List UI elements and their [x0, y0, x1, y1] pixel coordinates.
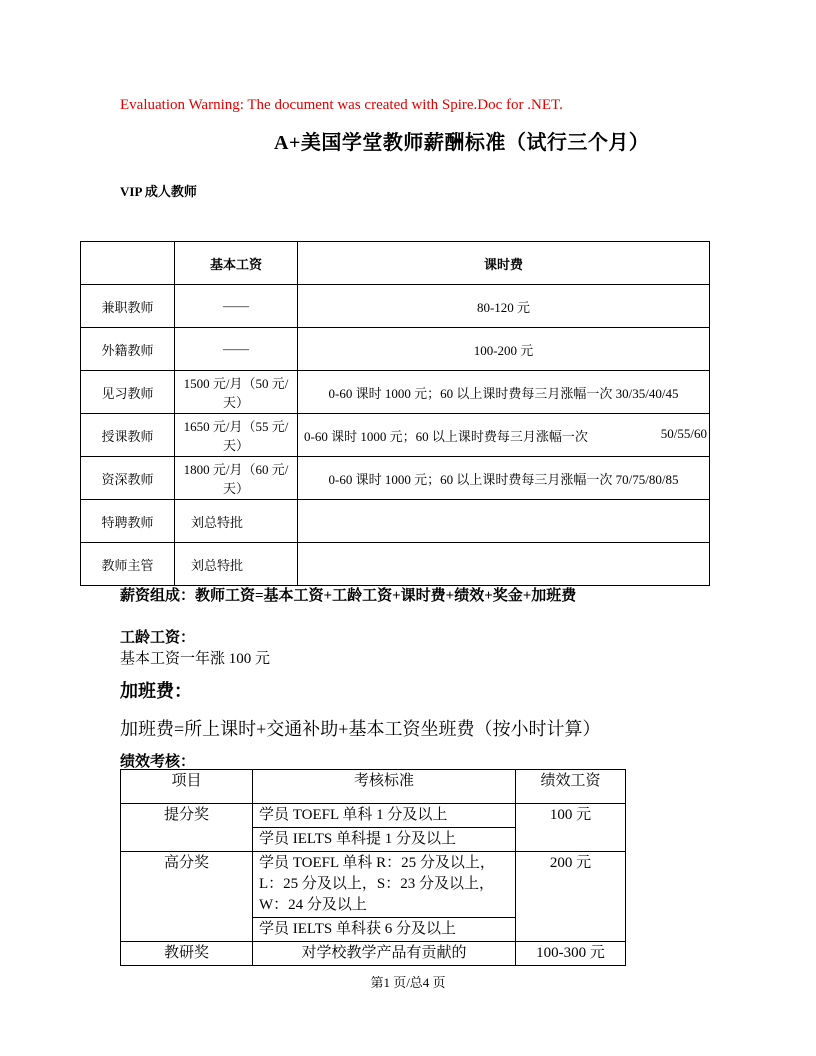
table-row [81, 500, 710, 543]
overtime-text: 加班费=所上课时+交通补助+基本工资坐班费（按小时计算） [120, 719, 601, 739]
salary-table-header [81, 242, 710, 285]
page-title: A+美国学堂教师薪酬标准（试行三个月） [274, 132, 650, 154]
performance-heading: 绩效考核： [120, 754, 196, 770]
table-row [121, 942, 626, 966]
header-cell-pay: 绩效工资 [516, 770, 626, 804]
page-footer: 第1 页/总4 页 [370, 975, 446, 990]
pay-cell: 100-300 元 [516, 942, 626, 966]
table-row [81, 371, 710, 414]
award-name: 提分奖 [121, 804, 253, 852]
fee-cell: 80-120 元 [298, 285, 710, 328]
base-cell: —— [175, 285, 298, 328]
base-cell: 1500 元/月（50 元/天） [175, 371, 298, 414]
header-cell-base: 基本工资 [175, 242, 298, 285]
role-cell: 授课教师 [81, 414, 175, 457]
performance-table-header [121, 770, 626, 804]
table-row [121, 852, 626, 918]
table-row [81, 328, 710, 371]
table-row [81, 543, 710, 586]
table-row [81, 457, 710, 500]
fee-text: 0-60 课时 1000 元；60 以上课时费每三月涨幅一次 [304, 428, 588, 444]
criteria-cell: 对学校教学产品有贡献的 [253, 942, 516, 966]
fee-increments: 50/55/60 [660, 425, 707, 441]
base-cell: —— [175, 328, 298, 371]
table-row [81, 285, 710, 328]
base-cell: 1650 元/月（55 元/天） [175, 414, 298, 457]
pay-cell: 200 元 [516, 852, 626, 942]
fee-cell [298, 543, 710, 586]
fee-cell [298, 500, 710, 543]
base-cell: 刘总特批 [175, 543, 298, 586]
fee-cell: 0-60 课时 1000 元；60 以上课时费每三月涨幅一次 70/75/80/85 [298, 457, 710, 500]
seniority-text: 基本工资一年涨 100 元 [120, 651, 271, 667]
base-cell: 刘总特批 [175, 500, 298, 543]
evaluation-warning: Evaluation Warning: The document was created with Spire.Doc for .NET. [120, 97, 563, 113]
table-row [81, 414, 710, 457]
header-cell-item: 项目 [121, 770, 253, 804]
performance-table [120, 769, 626, 966]
role-cell: 特聘教师 [81, 500, 175, 543]
criteria-cell: 学员 IELTS 单科提 1 分及以上 [253, 828, 516, 852]
table-row [121, 804, 626, 828]
fee-cell: 0-60 课时 1000 元；60 以上课时费每三月涨幅一次 30/35/40/45 [298, 371, 710, 414]
fee-cell: 100-200 元 [298, 328, 710, 371]
section-subheading: VIP 成人教师 [120, 184, 197, 199]
salary-table [80, 241, 710, 586]
header-cell-fee: 课时费 [298, 242, 710, 285]
salary-composition: 薪资组成：教师工资=基本工资+工龄工资+课时费+绩效+奖金+加班费 [120, 588, 577, 604]
base-cell: 1800 元/月（60 元/天） [175, 457, 298, 500]
header-cell-empty [81, 242, 175, 285]
award-name: 高分奖 [121, 852, 253, 942]
pay-cell: 100 元 [516, 804, 626, 852]
role-cell: 资深教师 [81, 457, 175, 500]
role-cell: 教师主管 [81, 543, 175, 586]
award-name: 教研奖 [121, 942, 253, 966]
seniority-heading: 工龄工资： [120, 630, 196, 646]
overtime-heading: 加班费： [120, 681, 192, 701]
header-cell-criteria: 考核标准 [253, 770, 516, 804]
criteria-cell: 学员 IELTS 单科获 6 分及以上 [253, 918, 516, 942]
criteria-cell: 学员 TOEFL 单科 1 分及以上 [253, 804, 516, 828]
fee-cell [298, 414, 710, 457]
role-cell: 兼职教师 [81, 285, 175, 328]
role-cell: 见习教师 [81, 371, 175, 414]
role-cell: 外籍教师 [81, 328, 175, 371]
criteria-cell: 学员 TOEFL 单科 R：25 分及以上，L：25 分及以上，S：23 分及以上，W：24 分及以上 [253, 852, 516, 918]
